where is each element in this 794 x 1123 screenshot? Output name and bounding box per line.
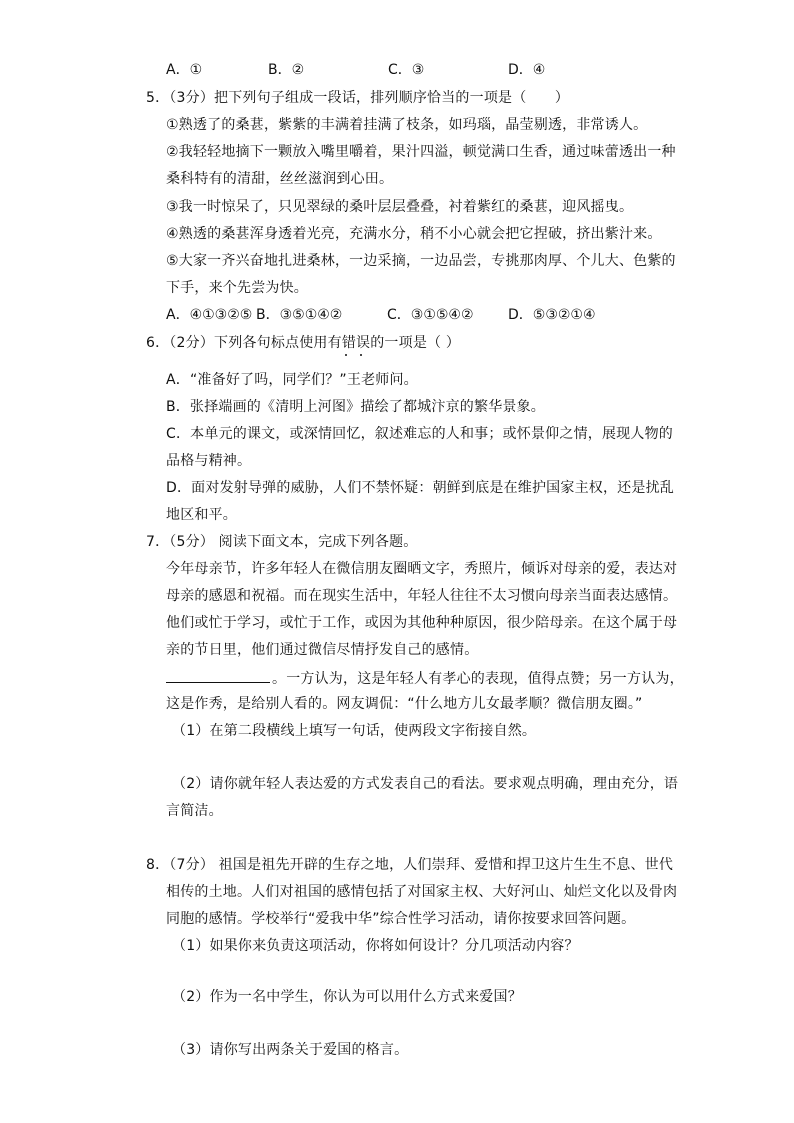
- q8-stem: 8．（7分） 祖国是祖先开辟的生存之地，人们崇拜、爱惜和捍卫这片生生不息、世代: [146, 857, 674, 873]
- q8-line-2: 同胞的感情。学校举行“爱我中华”综合性学习活动，请你按要求回答问题。: [166, 911, 636, 927]
- q5-line-5: ④熟透的桑葚浑身透着光亮，充满水分，稍不小心就会把它捏破，挤出紫汁来。: [166, 226, 662, 242]
- q5-option-c: C．③①⑤④②: [387, 307, 474, 323]
- emphasis-dot: [345, 354, 347, 356]
- q7-stem: 7．（5分） 阅读下面文本，完成下列各题。: [146, 534, 418, 550]
- q5-line-2: ②我轻轻地摘下一颗放入嘴里嚼着，果汁四溢，顿觉满口生香，通过味蕾透出一种: [166, 144, 676, 160]
- q5-line-6: ⑤大家一齐兴奋地扎进桑林，一边采摘，一边品尝，专挑那肉厚、个儿大、色紫的: [166, 253, 676, 269]
- q6-line-6: 地区和平。: [166, 507, 237, 523]
- prev-option-d: D．④: [508, 62, 546, 78]
- q5-option-d: D．⑤③②①④: [508, 307, 596, 323]
- q7-sub-1: （1）在第二段横线上填写一句话，使两段文字衔接自然。: [172, 723, 537, 739]
- q6-line-1: A．“准备好了吗，同学们？”王老师问。: [166, 372, 418, 388]
- q7-sub-2-line-1: （2）请你就年轻人表达爱的方式发表自己的看法。要求观点明确，理由充分，语: [172, 776, 679, 792]
- q7-line-3: 他们或忙于学习，或忙于工作，或因为其他种种原因，很少陪母亲。在这个属于母: [166, 615, 678, 631]
- q8-sub-2: （2）作为一名中学生，你认为可以用什么方式来爱国？: [172, 989, 522, 1005]
- q6-line-3: C．本单元的课文，或深情回忆，叙述难忘的人和事；或怀景仰之情，展现人物的: [166, 426, 673, 442]
- q5-line-4: ③我一时惊呆了，只见翠绿的桑叶层层叠叠，衬着紫红的桑葚，迎风摇曳。: [166, 199, 634, 215]
- q6-line-5: D．面对发射导弹的威胁，人们不禁怀疑：朝鲜到底是在维护国家主权，还是扰乱: [166, 480, 674, 496]
- q5-stem: 5．（3分）把下列句子组成一段话，排列顺序恰当的一项是（ ）: [146, 90, 570, 106]
- answer-blank[interactable]: [166, 668, 270, 683]
- q7-blank-line: [166, 668, 684, 688]
- q7-line-1: 今年母亲节，许多年轻人在微信朋友圈晒文字，秀照片，倾诉对母亲的爱，表达对: [166, 561, 678, 577]
- q5-line-7: 下手，来个先尝为快。: [166, 280, 308, 296]
- prev-option-c: C．③: [388, 62, 425, 78]
- prev-option-b: B．②: [268, 62, 305, 78]
- q5-line-3: 桑科特有的清甜，丝丝滋润到心田。: [166, 171, 394, 187]
- q8-sub-3: （3）请你写出两条关于爱国的格言。: [172, 1042, 409, 1058]
- q6-line-2: B．张择端画的《清明上河图》描绘了都城汴京的繁华景象。: [166, 399, 546, 415]
- q7-line-after: 这是作秀，是给别人看的。网友调侃：“什么地方儿女最孝顺？微信朋友圈。”: [166, 696, 643, 712]
- q6-stem: 6．（2分）下列各句标点使用有错误的一项是（ ）: [146, 335, 461, 351]
- q8-sub-1: （1）如果你来负责这项活动，你将如何设计？分几项活动内容？: [172, 938, 579, 954]
- q7-line-2: 母亲的感恩和祝福。而在现实生活中，年轻人往往不太习惯向母亲当面表达感情。: [166, 588, 678, 604]
- q8-line-1: 相传的土地。人们对祖国的感情包括了对国家主权、大好河山、灿烂文化以及骨肉: [166, 884, 678, 900]
- q7-sub-2-line-2: 言简洁。: [166, 803, 223, 819]
- prev-option-a: A．①: [166, 62, 203, 78]
- q5-option-b: B．③⑤①④②: [256, 307, 343, 323]
- emphasis-dot: [360, 354, 362, 356]
- q6-line-4: 品格与精神。: [166, 453, 252, 469]
- q5-option-a: A．④①③②⑤: [166, 307, 253, 323]
- q7-blank-line-text: 。一方认为，这是年轻人有孝心的表现，值得点赞；另一方认为，: [272, 671, 684, 687]
- q7-line-4: 亲的节日里，他们通过微信尽情抒发自己的感情。: [166, 642, 479, 658]
- q5-line-1: ①熟透了的桑葚，紫紫的丰满着挂满了枝条，如玛瑙，晶莹剔透，非常诱人。: [166, 117, 648, 133]
